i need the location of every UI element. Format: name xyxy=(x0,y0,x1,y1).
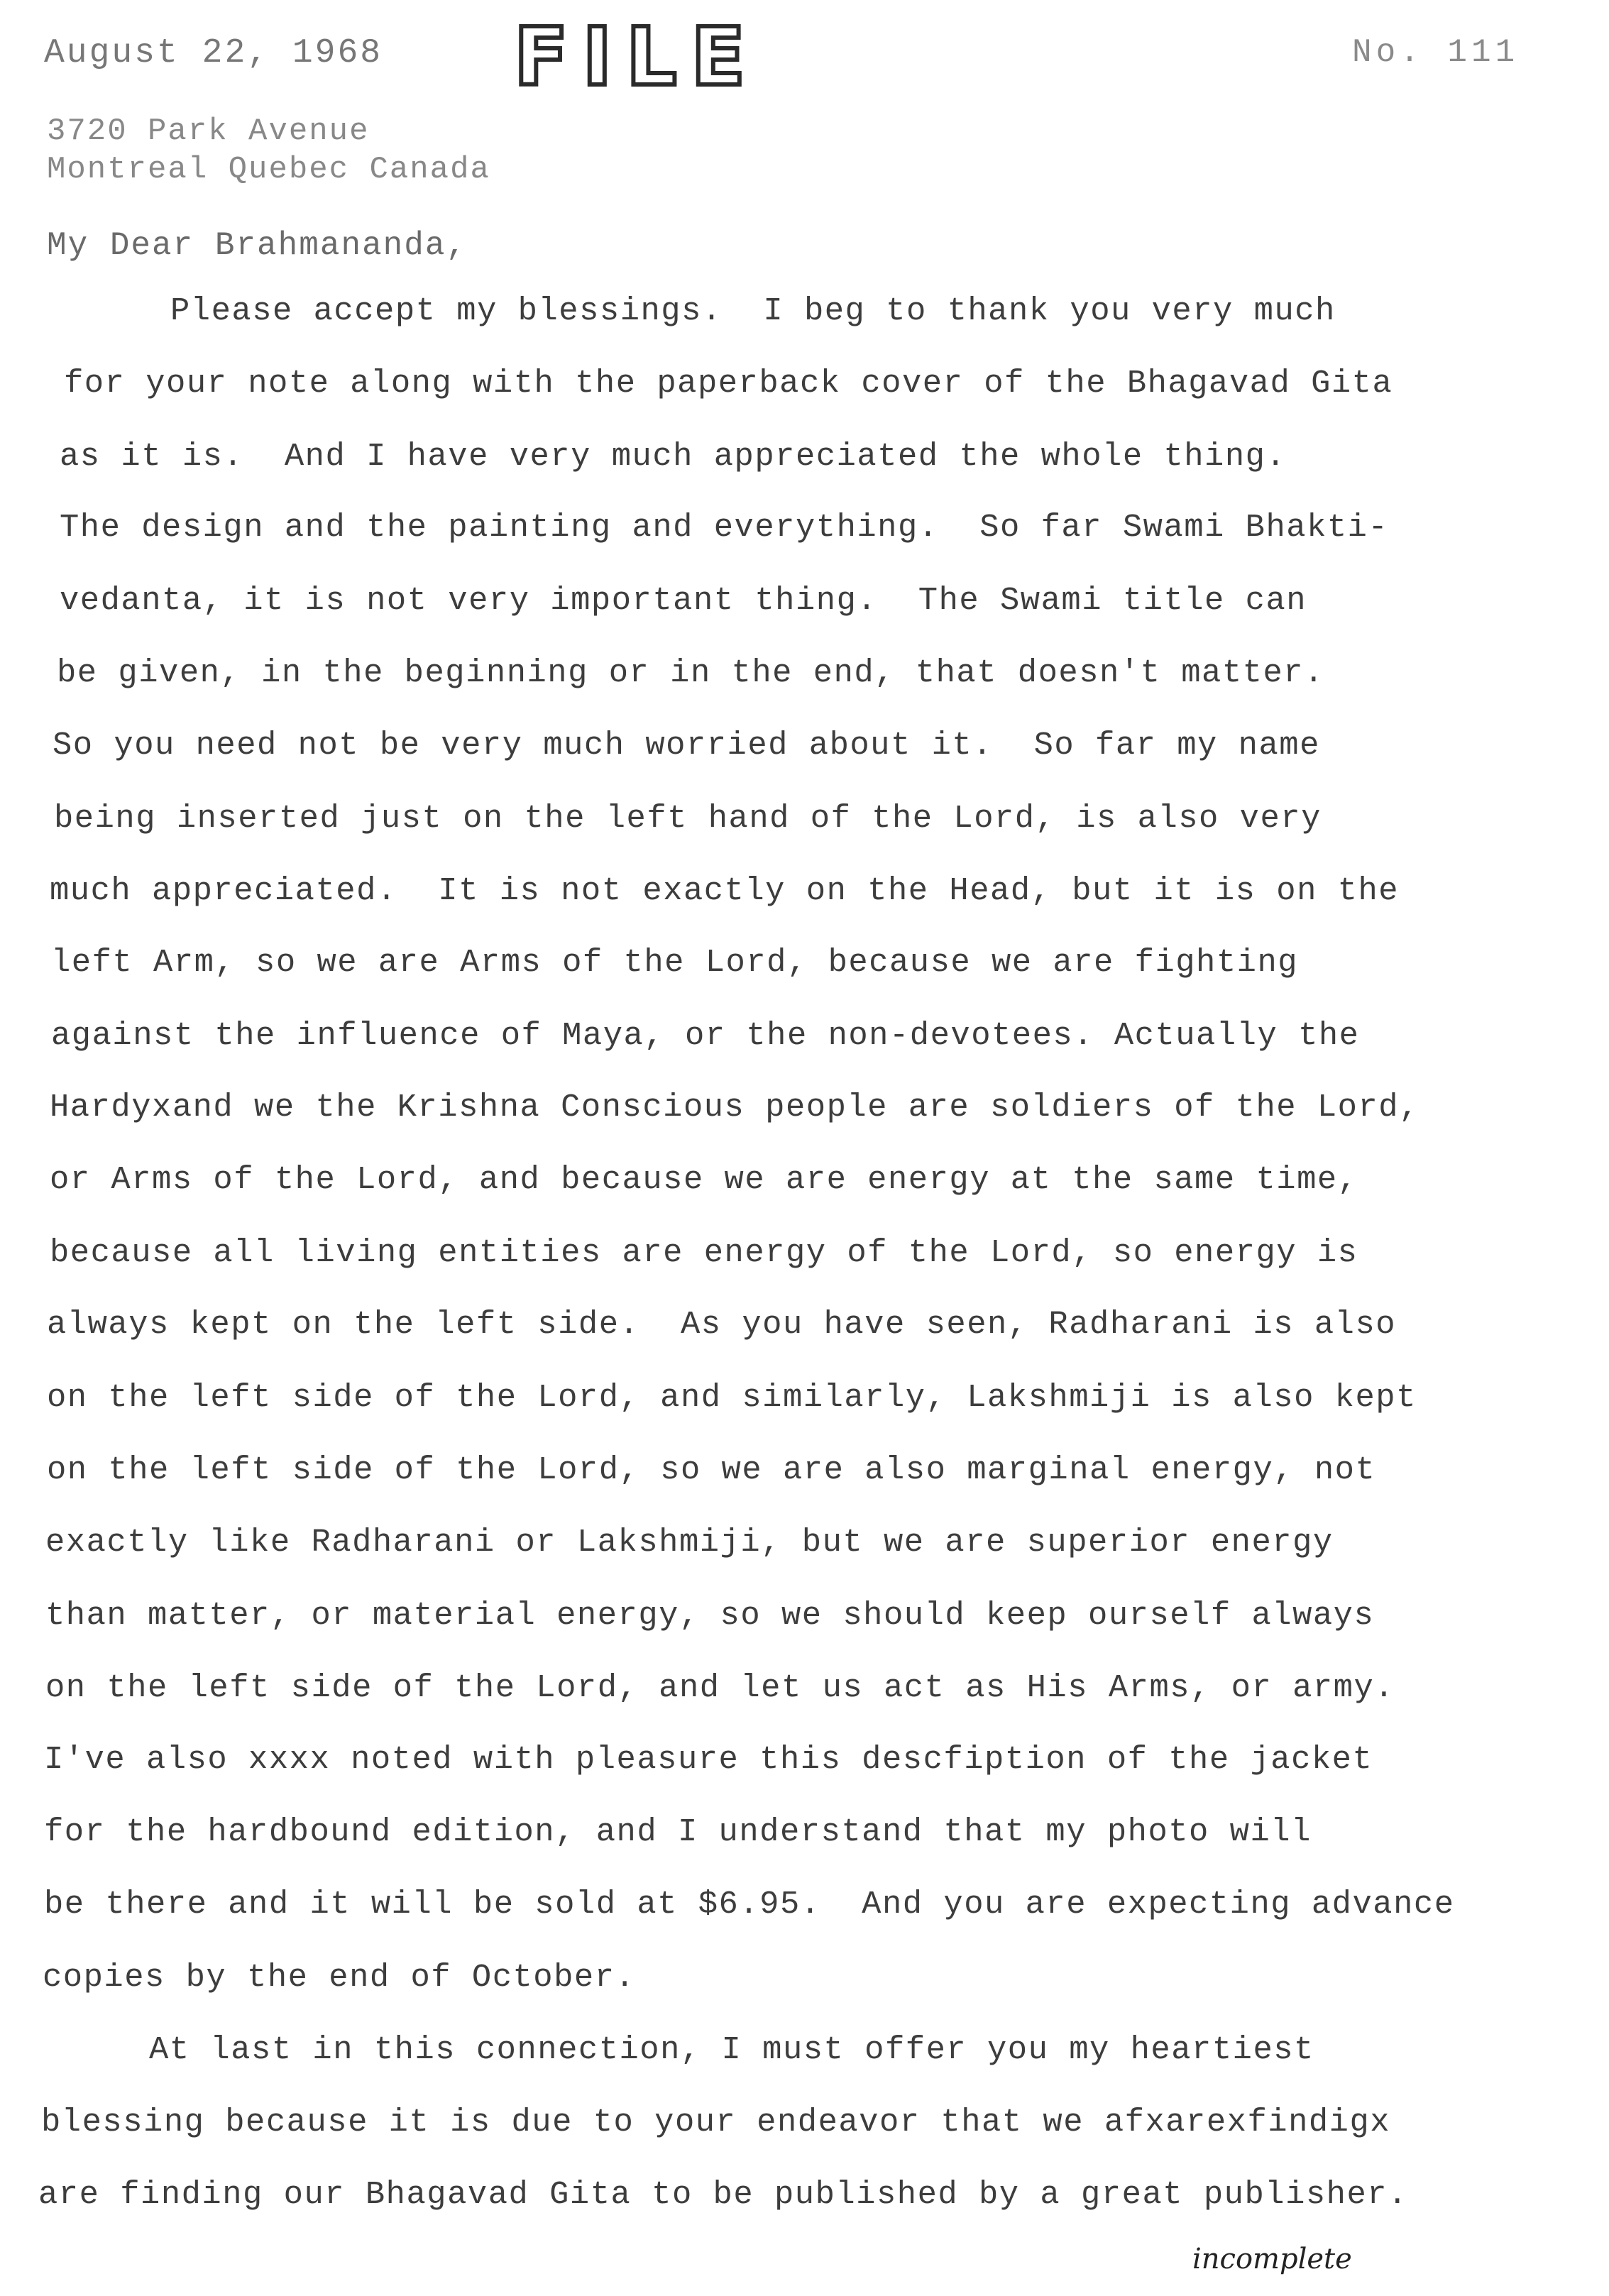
body-line: The design and the painting and everything. So far Swami Bhakti- xyxy=(60,509,1389,546)
body-line: So you need not be very much worried about it. So far my name xyxy=(53,727,1320,764)
body-line: because all living entities are energy of the Lord, so energy is xyxy=(50,1234,1358,1271)
address-line: Montreal Quebec Canada xyxy=(47,152,490,187)
body-line: Please accept my blessings. I beg to thank you very much xyxy=(170,292,1336,329)
body-line: blessing because it is due to your endeavor that we afxarexfindigx xyxy=(41,2104,1391,2141)
body-line: much appreciated. It is not exactly on the Head, but it is on the xyxy=(50,872,1400,909)
body-line: copies by the end of October. xyxy=(43,1959,636,1996)
body-line: be there and it will be sold at $6.95. And you are expecting advance xyxy=(44,1886,1455,1923)
body-line: or Arms of the Lord, and because we are energy at the same time, xyxy=(50,1161,1358,1198)
body-line: exactly like Radharani or Lakshmiji, but we are superior energy xyxy=(45,1524,1334,1561)
body-line: I've also xxxx noted with pleasure this descfiption of the jacket xyxy=(44,1741,1373,1778)
body-line: on the left side of the Lord, and similarly, Lakshmiji is also kept xyxy=(47,1379,1417,1416)
file-stamp: FILE xyxy=(513,11,760,104)
body-line: be given, in the beginning or in the end, that doesn't matter. xyxy=(57,654,1324,691)
body-line: being inserted just on the left hand of the Lord, is also very xyxy=(54,800,1322,837)
body-line: on the left side of the Lord, so we are also marginal energy, not xyxy=(47,1451,1376,1488)
body-line: Hardyxand we the Krishna Conscious people are soldiers of the Lord, xyxy=(50,1089,1419,1126)
body-line: always kept on the left side. As you have seen, Radharani is also xyxy=(47,1306,1397,1343)
body-line: for your note along with the paperback cover of the Bhagavad Gita xyxy=(64,365,1393,402)
body-line: as it is. And I have very much appreciated the whole thing. xyxy=(60,438,1287,475)
body-line: on the left side of the Lord, and let us act as His Arms, or army. xyxy=(45,1669,1395,1706)
page-number: No. 111 xyxy=(1352,34,1520,71)
body-line: At last in this connection, I must offer you my heartiest xyxy=(149,2031,1314,2068)
address-line: 3720 Park Avenue xyxy=(47,114,370,149)
body-line: vedanta, it is not very important thing. The Swami title can xyxy=(60,582,1307,619)
body-line: against the influence of Maya, or the non-devotees. Actually the xyxy=(51,1017,1360,1054)
body-line: than matter, or material energy, so we should keep ourself always xyxy=(45,1597,1375,1634)
body-line: left Arm, so we are Arms of the Lord, because we are fighting xyxy=(51,944,1299,981)
body-line: for the hardbound edition, and I understand that my photo will xyxy=(44,1813,1312,1850)
salutation: My Dear Brahmananda, xyxy=(47,227,468,264)
body-line: are finding our Bhagavad Gita to be published by a great publisher. xyxy=(38,2176,1408,2213)
letter-date: August 22, 1968 xyxy=(44,34,383,72)
recipient-address xyxy=(47,112,490,189)
handwritten-note: incomplete xyxy=(1192,2243,1352,2275)
